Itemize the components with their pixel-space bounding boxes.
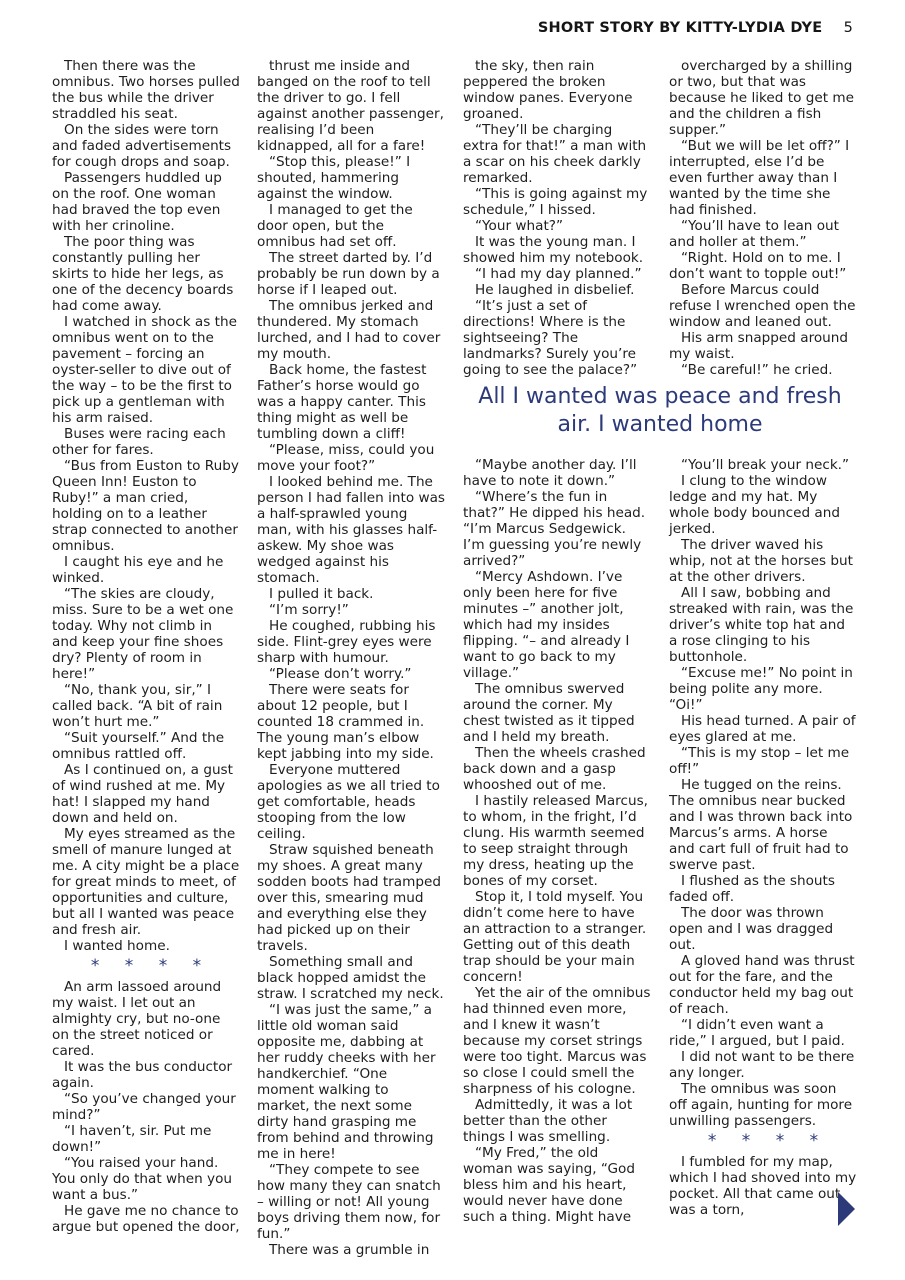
paragraph: Passengers huddled up on the roof. One woman had braved the top even with her crinoline. [52,170,222,234]
paragraph: He gave me no chance to argue but opened the door, [52,1203,240,1235]
paragraph: The driver waved his whip, not at the horses but at the other drivers. [669,537,853,585]
col4-paragraphs [669,58,857,378]
paragraph: “The skies are cloudy, miss. Sure to be a wet one today. Why not climb in and keep your fine shoes dry? Plenty of room in here!” [52,586,234,682]
pull-quote: All I wanted was peace and fresh air. I wanted home [478,384,842,437]
paragraph: The door was thrown open and I was dragged out. [669,905,834,953]
paragraph: His head turned. A pair of eyes glared at me. [669,713,856,745]
paragraph: Stop it, I told myself. You didn’t come here to have an attraction to a stranger. Getting out of this death trap should be your main concern! [463,889,647,985]
column-4-bottom [669,457,857,1218]
paragraph: Something small and black hopped amidst the straw. I scratched my neck. [257,954,444,1002]
paragraph: “So you’ve changed your mind?” [52,1091,236,1123]
paragraph: As I continued on, a gust of wind rushed at me. My hat! I slapped my hand down and held on. [52,762,233,826]
column-2 [257,58,445,1258]
paragraph: Then there was the omnibus. Two horses pulled the bus while the driver straddled his seat. [52,58,240,122]
column-3-bottom [463,457,651,1225]
paragraph: “It’s just a set of directions! Where is the sightseeing? The landmarks? Surely you’re going to see the palace?” [463,298,638,378]
paragraph: Buses were racing each other for fares. [52,426,226,458]
paragraph: All I saw, bobbing and streaked with rain, was the driver’s white top hat and a rose clinging to his buttonhole. [669,585,854,665]
col1-after-paragraphs [52,979,240,1235]
col4b-after-paragraphs [669,1154,857,1218]
story-title: SHORT STORY BY KITTY-LYDIA DYE [537,20,823,36]
paragraph: Then the wheels crashed back down and a gasp whooshed out of me. [463,745,646,793]
column-4-top [669,58,857,378]
paragraph: “Where’s the fun in that?” He dipped his head. “I’m Marcus Sedgewick. I’m guessing you’re newly arrived?” [463,489,646,569]
paragraph: Straw squished beneath my shoes. A great many sodden boots had tramped over this, smearing mud and everything else they had picked up on their travels. [257,842,441,954]
paragraph: I managed to get the door open, but the omnibus had set off. [257,202,413,250]
next-page-arrow-icon[interactable] [838,1192,855,1226]
paragraph: “Mercy Ashdown. I’ve only been here for five minutes –” another jolt, which had my insides flipping. “– and already I want to go back to my village.” [463,569,630,681]
column-3-top [463,58,651,378]
paragraph: It was the young man. I showed him my notebook. [463,234,644,266]
paragraph: “You raised your hand. You only do that when you want a bus.” [52,1155,233,1203]
paragraph: “Stop this, please!” I shouted, hammering against the window. [257,154,411,202]
paragraph: “I had my day planned.” [475,266,642,282]
paragraph: I clung to the window ledge and my hat. My whole body bounced and jerked. [669,473,840,537]
paragraph: “Your what?” [475,218,564,234]
paragraph: “Bus from Euston to Ruby Queen Inn! Euston to Ruby!” a man cried, holding on to a leather strap connected to another omnibus. [52,458,239,554]
paragraph: He laughed in disbelief. [475,282,635,298]
paragraph: The poor thing was constantly pulling her skirts to hide her legs, as one of the decency boards had come away. [52,234,234,314]
paragraph: “I haven’t, sir. Put me down!” [52,1123,212,1155]
paragraph: Back home, the fastest Father’s horse would go was a happy canter. This thing might as well be tumbling down a cliff! [257,362,427,442]
paragraph: There was a grumble in [269,1242,430,1258]
paragraph: Yet the air of the omnibus had thinned even more, and I knew it wasn’t because my corset strings were too tight. Marcus was so close I could smell the sharpness of his cologne. [463,985,651,1097]
paragraph: The street darted by. I’d probably be run down by a horse if I leaped out. [257,250,440,298]
paragraph: On the sides were torn and faded advertisements for cough drops and soap. [52,122,232,170]
paragraph: “You’ll have to lean out and holler at them.” [669,218,839,250]
paragraph: Everyone muttered apologies as we all tried to get comfortable, heads stooping from the low ceiling. [257,762,440,842]
paragraph: There were seats for about 12 people, but I counted 18 crammed in. The young man’s elbow kept jabbing into my side. [257,682,434,762]
paragraph: “Please don’t worry.” [269,666,412,682]
paragraph: Admittedly, it was a lot better than the other things I was smelling. [463,1097,633,1145]
col3-paragraphs [463,58,651,378]
paragraph: Before Marcus could refuse I wrenched open the window and leaned out. [669,282,856,330]
col1-paragraphs [52,58,240,954]
paragraph: The omnibus was soon off again, hunting for more unwilling passengers. [669,1081,853,1129]
col2-paragraphs [257,58,445,1258]
paragraph: I caught his eye and he winked. [52,554,224,586]
paragraph: overcharged by a shilling or two, but that was because he liked to get me and the children a fish supper.” [669,58,854,138]
paragraph: “Suit yourself.” And the omnibus rattled off. [52,730,225,762]
paragraph: He tugged on the reins. The omnibus near bucked and I was thrown back into Marcus’s arms. A horse and cart full of fruit had to swerve past. [669,777,853,873]
col4b-paragraphs [669,457,857,1129]
paragraph: “I was just the same,” a little old woman said opposite me, dabbing at her ruddy cheeks with her handkerchief. “One moment walking to market, the next some dirty hand grasping me from behind and throwing me in here! [257,1002,436,1162]
paragraph: He coughed, rubbing his side. Flint-grey eyes were sharp with humour. [257,618,436,666]
paragraph: “They compete to see how many they can snatch – willing or not! All young boys driving them now, for fun.” [257,1162,441,1242]
paragraph: It was the bus conductor again. [52,1059,233,1091]
paragraph: My eyes streamed as the smell of manure lunged at me. A city might be a place for great minds to meet, of opportunities and culture, but all I wanted was peace and fresh air. [52,826,240,938]
paragraph: The omnibus jerked and thundered. My stomach lurched, and I had to cover my mouth. [257,298,441,362]
paragraph: “This is going against my schedule,” I hissed. [463,186,648,218]
paragraph: “They’ll be charging extra for that!” a man with a scar on his cheek darkly remarked. [463,122,647,186]
page-number: 5 [843,20,853,36]
paragraph: The omnibus swerved around the corner. My chest twisted as it tipped and I held my breath. [463,681,635,745]
paragraph: “I didn’t even want a ride,” I argued, but I paid. [669,1017,845,1049]
paragraph: “I’m sorry!” [269,602,349,618]
paragraph: I hastily released Marcus, to whom, in the fright, I’d clung. His warmth seemed to seep straight through my dress, heating up the bones of my corset. [463,793,648,889]
section-break-stars-2: * * * * [707,1131,829,1151]
page-header [538,20,853,42]
paragraph: “Excuse me!” No point in being polite any more. “Oi!” [669,665,853,713]
section-break-stars: * * * * [90,956,212,976]
paragraph: the sky, then rain peppered the broken window panes. Everyone groaned. [463,58,633,122]
paragraph: I watched in shock as the omnibus went on to the pavement – forcing an oyster-seller to dive out of the way – to be the first to pick up a gentleman with his arm raised. [52,314,237,426]
paragraph: “But we will be let off?” I interrupted, else I’d be even further away than I wanted by the time she had finished. [669,138,850,218]
paragraph: “Be careful!” he cried. [681,362,833,378]
paragraph: A gloved hand was thrust out for the fare, and the conductor held my bag out of reach. [669,953,855,1017]
paragraph: thrust me inside and banged on the roof to tell the driver to go. I fell against another passenger, realising I’d been kidnapped, all for a fare! [257,58,444,154]
paragraph: I looked behind me. The person I had fallen into was a half-sprawled young man, with his glasses half-askew. My shoe was wedged against his stomach. [257,474,446,586]
paragraph: “No, thank you, sir,” I called back. “A bit of rain won’t hurt me.” [52,682,223,730]
paragraph: “This is my stop – let me off!” [669,745,850,777]
paragraph: I flushed as the shouts faded off. [669,873,835,905]
paragraph: “Maybe another day. I’ll have to note it down.” [463,457,637,489]
paragraph: “You’ll break your neck.” [681,457,850,473]
paragraph: I wanted home. [64,938,170,954]
paragraph: “Right. Hold on to me. I don’t want to topple out!” [669,250,847,282]
paragraph: An arm lassoed around my waist. I let out an almighty cry, but no-one on the street noticed or cared. [52,979,222,1059]
col3b-paragraphs [463,457,651,1225]
column-1 [52,58,240,1235]
paragraph: I fumbled for my map, which I had shoved into my pocket. All that came out was a torn, [669,1154,857,1218]
paragraph: I did not want to be there any longer. [669,1049,855,1081]
paragraph: “My Fred,” the old woman was saying, “God bless him and his heart, would never have done such a thing. Might have [463,1145,635,1225]
paragraph: His arm snapped around my waist. [669,330,849,362]
paragraph: “Please, miss, could you move your foot?” [257,442,435,474]
paragraph: I pulled it back. [269,586,374,602]
